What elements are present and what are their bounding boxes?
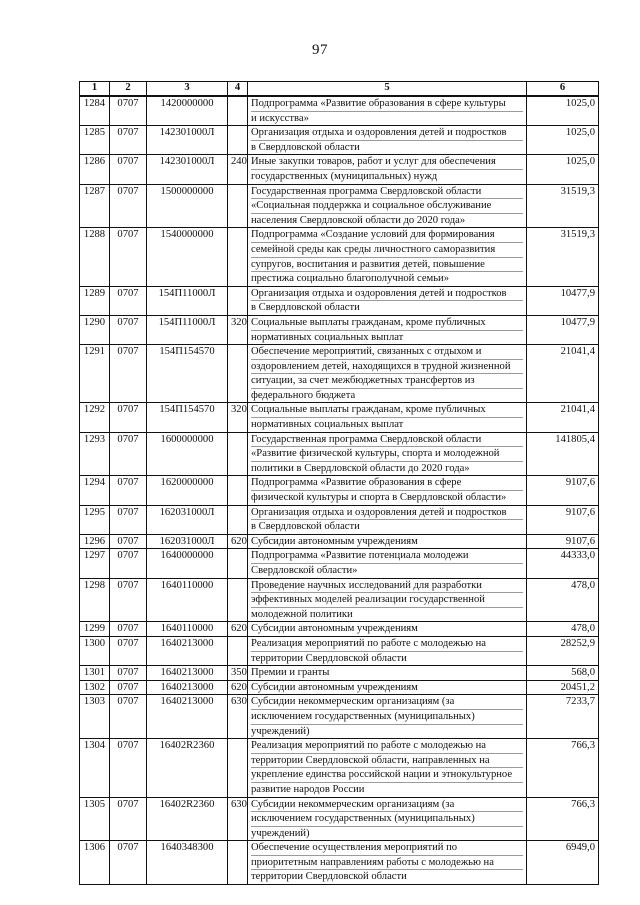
table-body bbox=[80, 96, 599, 885]
expense-type-cell bbox=[228, 432, 248, 476]
item-name-cell bbox=[248, 345, 527, 403]
table-row bbox=[80, 578, 599, 622]
table-row bbox=[80, 155, 599, 184]
item-name-cell bbox=[248, 155, 527, 184]
item-name-line: развитие народов России bbox=[251, 783, 365, 795]
target-code-cell: 154П11000Л bbox=[147, 315, 228, 344]
item-name-cell bbox=[248, 549, 527, 578]
expense-type-cell bbox=[228, 345, 248, 403]
item-name-cell bbox=[248, 797, 527, 841]
item-name-cell bbox=[248, 403, 527, 432]
amount-cell: 21041,4 bbox=[527, 345, 599, 403]
item-name-line: Обеспечение мероприятий, связанных с отдыхом и bbox=[251, 345, 523, 360]
item-name-line: оздоровлением детей, находящихся в трудной жизненной bbox=[251, 360, 523, 375]
item-name-cell bbox=[248, 126, 527, 155]
table-row bbox=[80, 505, 599, 534]
item-name-line: исключением государственных (муниципальных) bbox=[251, 710, 523, 725]
item-name-line: «Развитие физической культуры, спорта и молодежной bbox=[251, 447, 523, 462]
item-name-line: политики в Свердловской области до 2020 года» bbox=[251, 462, 470, 474]
row-number-cell: 1304 bbox=[80, 739, 110, 797]
amount-cell: 9107,6 bbox=[527, 476, 599, 505]
expense-type-cell bbox=[228, 228, 248, 286]
amount-cell: 31519,3 bbox=[527, 228, 599, 286]
row-number-cell: 1303 bbox=[80, 695, 110, 739]
target-code-cell: 1640213000 bbox=[147, 636, 228, 665]
table-row bbox=[80, 680, 599, 695]
item-name-line: нормативных социальных выплат bbox=[251, 419, 404, 431]
target-code-cell: 16402R2360 bbox=[147, 739, 228, 797]
row-number-cell: 1297 bbox=[80, 549, 110, 578]
row-number-cell: 1305 bbox=[80, 797, 110, 841]
target-code-cell: 142301000Л bbox=[147, 155, 228, 184]
item-name-line: учреждений) bbox=[251, 827, 310, 839]
item-name-line: Государственная программа Свердловской области bbox=[251, 185, 523, 200]
item-name-cell bbox=[248, 695, 527, 739]
row-number-cell: 1290 bbox=[80, 315, 110, 344]
amount-cell: 141805,4 bbox=[527, 432, 599, 476]
expense-type-cell: 620 bbox=[228, 680, 248, 695]
item-name-cell bbox=[248, 578, 527, 622]
row-number-cell: 1289 bbox=[80, 286, 110, 315]
target-code-cell: 154П11000Л bbox=[147, 286, 228, 315]
table-row bbox=[80, 126, 599, 155]
table-header-row bbox=[80, 82, 599, 97]
expense-type-cell bbox=[228, 126, 248, 155]
row-number-cell: 1291 bbox=[80, 345, 110, 403]
target-code-cell: 16402R2360 bbox=[147, 797, 228, 841]
item-name-line: Субсидии автономным учреждениям bbox=[251, 535, 418, 547]
item-name-cell bbox=[248, 666, 527, 681]
item-name-line: территории Свердловской области bbox=[251, 652, 407, 664]
amount-cell: 21041,4 bbox=[527, 403, 599, 432]
item-name-line: федерального бюджета bbox=[251, 389, 356, 401]
table-row bbox=[80, 695, 599, 739]
section-code-cell: 0707 bbox=[110, 286, 147, 315]
item-name-line: исключением государственных (муниципальных) bbox=[251, 812, 523, 827]
target-code-cell: 162031000Л bbox=[147, 505, 228, 534]
amount-cell: 28252,9 bbox=[527, 636, 599, 665]
expense-type-cell bbox=[228, 286, 248, 315]
amount-cell: 6949,0 bbox=[527, 841, 599, 885]
amount-cell: 766,3 bbox=[527, 739, 599, 797]
target-code-cell: 154П154570 bbox=[147, 403, 228, 432]
item-name-line: Реализация мероприятий по работе с молодежью на bbox=[251, 637, 523, 652]
item-name-line: Социальные выплаты гражданам, кроме публичных bbox=[251, 403, 523, 418]
item-name-line: в Свердловской области bbox=[251, 302, 360, 314]
item-name-line: приоритетным направлениям работы с молодежью на bbox=[251, 856, 523, 871]
item-name-line: «Социальная поддержка и социальное обслуживание bbox=[251, 199, 523, 214]
table-row bbox=[80, 345, 599, 403]
expense-type-cell bbox=[228, 578, 248, 622]
expense-type-cell bbox=[228, 184, 248, 228]
section-code-cell: 0707 bbox=[110, 622, 147, 637]
target-code-cell: 1420000000 bbox=[147, 96, 228, 126]
amount-cell: 31519,3 bbox=[527, 184, 599, 228]
section-code-cell: 0707 bbox=[110, 345, 147, 403]
amount-cell: 9107,6 bbox=[527, 534, 599, 549]
table-row bbox=[80, 286, 599, 315]
row-number-cell: 1284 bbox=[80, 96, 110, 126]
expense-type-cell: 240 bbox=[228, 155, 248, 184]
section-code-cell: 0707 bbox=[110, 549, 147, 578]
item-name-line: учреждений) bbox=[251, 725, 310, 737]
header-col-row-number: 1 bbox=[80, 82, 110, 97]
item-name-line: Подпрограмма «Развитие образования в сфере bbox=[251, 476, 523, 491]
expense-type-cell: 620 bbox=[228, 534, 248, 549]
item-name-cell bbox=[248, 622, 527, 637]
item-name-line: супругов, воспитания и развития детей, повышение bbox=[251, 258, 523, 273]
amount-cell: 20451,2 bbox=[527, 680, 599, 695]
row-number-cell: 1293 bbox=[80, 432, 110, 476]
section-code-cell: 0707 bbox=[110, 476, 147, 505]
target-code-cell: 1540000000 bbox=[147, 228, 228, 286]
amount-cell: 478,0 bbox=[527, 578, 599, 622]
row-number-cell: 1287 bbox=[80, 184, 110, 228]
item-name-cell bbox=[248, 534, 527, 549]
header-col-section: 2 bbox=[110, 82, 147, 97]
item-name-cell bbox=[248, 476, 527, 505]
item-name-line: Реализация мероприятий по работе с молодежью на bbox=[251, 739, 523, 754]
section-code-cell: 0707 bbox=[110, 96, 147, 126]
item-name-cell bbox=[248, 315, 527, 344]
expense-type-cell: 630 bbox=[228, 797, 248, 841]
table-row bbox=[80, 622, 599, 637]
section-code-cell: 0707 bbox=[110, 739, 147, 797]
table-row bbox=[80, 549, 599, 578]
section-code-cell: 0707 bbox=[110, 126, 147, 155]
expense-type-cell bbox=[228, 96, 248, 126]
target-code-cell: 1640213000 bbox=[147, 666, 228, 681]
item-name-line: Субсидии автономным учреждениям bbox=[251, 623, 418, 635]
page-number: 97 bbox=[312, 42, 328, 58]
item-name-line: престижа социально благополучной семьи» bbox=[251, 273, 450, 285]
expense-type-cell: 350 bbox=[228, 666, 248, 681]
section-code-cell: 0707 bbox=[110, 578, 147, 622]
header-col-name: 5 bbox=[248, 82, 527, 97]
table-row bbox=[80, 797, 599, 841]
item-name-cell bbox=[248, 636, 527, 665]
row-number-cell: 1302 bbox=[80, 680, 110, 695]
item-name-line: ситуации, за счет межбюджетных трансфертов из bbox=[251, 374, 523, 389]
amount-cell: 478,0 bbox=[527, 622, 599, 637]
table-row bbox=[80, 228, 599, 286]
table-row bbox=[80, 636, 599, 665]
amount-cell: 7233,7 bbox=[527, 695, 599, 739]
row-number-cell: 1285 bbox=[80, 126, 110, 155]
row-number-cell: 1295 bbox=[80, 505, 110, 534]
item-name-line: в Свердловской области bbox=[251, 141, 360, 153]
item-name-line: укрепление единства российской нации и этнокультурное bbox=[251, 768, 523, 783]
amount-cell: 1025,0 bbox=[527, 126, 599, 155]
target-code-cell: 1640213000 bbox=[147, 695, 228, 739]
amount-cell: 766,3 bbox=[527, 797, 599, 841]
amount-cell: 10477,9 bbox=[527, 315, 599, 344]
table-row bbox=[80, 184, 599, 228]
row-number-cell: 1306 bbox=[80, 841, 110, 885]
header-col-expense-type: 4 bbox=[228, 82, 248, 97]
amount-cell: 1025,0 bbox=[527, 155, 599, 184]
row-number-cell: 1294 bbox=[80, 476, 110, 505]
item-name-line: территории Свердловской области bbox=[251, 871, 407, 883]
item-name-line: Премии и гранты bbox=[251, 667, 330, 679]
item-name-line: Подпрограмма «Развитие образования в сфере культуры bbox=[251, 97, 523, 112]
section-code-cell: 0707 bbox=[110, 155, 147, 184]
section-code-cell: 0707 bbox=[110, 505, 147, 534]
header-col-target-code: 3 bbox=[147, 82, 228, 97]
expense-type-cell bbox=[228, 549, 248, 578]
item-name-line: Государственная программа Свердловской области bbox=[251, 433, 523, 448]
amount-cell: 10477,9 bbox=[527, 286, 599, 315]
section-code-cell: 0707 bbox=[110, 841, 147, 885]
item-name-cell bbox=[248, 286, 527, 315]
row-number-cell: 1300 bbox=[80, 636, 110, 665]
row-number-cell: 1301 bbox=[80, 666, 110, 681]
item-name-cell bbox=[248, 96, 527, 126]
target-code-cell: 1640110000 bbox=[147, 622, 228, 637]
item-name-line: Обеспечение осуществления мероприятий по bbox=[251, 841, 523, 856]
section-code-cell: 0707 bbox=[110, 228, 147, 286]
item-name-line: территории Свердловской области, направленных на bbox=[251, 754, 523, 769]
item-name-line: Субсидии некоммерческим организациям (за bbox=[251, 798, 523, 813]
item-name-line: Субсидии автономным учреждениям bbox=[251, 681, 418, 693]
item-name-cell bbox=[248, 505, 527, 534]
row-number-cell: 1298 bbox=[80, 578, 110, 622]
table-row bbox=[80, 476, 599, 505]
amount-cell: 9107,6 bbox=[527, 505, 599, 534]
expense-type-cell: 320 bbox=[228, 403, 248, 432]
section-code-cell: 0707 bbox=[110, 315, 147, 344]
row-number-cell: 1299 bbox=[80, 622, 110, 637]
expense-type-cell: 320 bbox=[228, 315, 248, 344]
target-code-cell: 1620000000 bbox=[147, 476, 228, 505]
table-row bbox=[80, 841, 599, 885]
header-col-amount: 6 bbox=[527, 82, 599, 97]
item-name-line: Подпрограмма «Развитие потенциала молодежи bbox=[251, 549, 523, 564]
table-row bbox=[80, 432, 599, 476]
item-name-cell bbox=[248, 739, 527, 797]
section-code-cell: 0707 bbox=[110, 695, 147, 739]
table-row bbox=[80, 739, 599, 797]
item-name-line: Подпрограмма «Создание условий для формирования bbox=[251, 228, 523, 243]
target-code-cell: 1500000000 bbox=[147, 184, 228, 228]
item-name-cell bbox=[248, 432, 527, 476]
expense-type-cell: 620 bbox=[228, 622, 248, 637]
section-code-cell: 0707 bbox=[110, 403, 147, 432]
row-number-cell: 1292 bbox=[80, 403, 110, 432]
amount-cell: 1025,0 bbox=[527, 96, 599, 126]
section-code-cell: 0707 bbox=[110, 680, 147, 695]
target-code-cell: 162031000Л bbox=[147, 534, 228, 549]
expense-type-cell bbox=[228, 739, 248, 797]
budget-table bbox=[79, 81, 599, 885]
item-name-line: Проведение научных исследований для разработки bbox=[251, 579, 523, 594]
expense-type-cell bbox=[228, 505, 248, 534]
target-code-cell: 1640000000 bbox=[147, 549, 228, 578]
item-name-line: Организация отдыха и оздоровления детей и подростков bbox=[251, 126, 523, 141]
item-name-line: нормативных социальных выплат bbox=[251, 331, 404, 343]
amount-cell: 44333,0 bbox=[527, 549, 599, 578]
row-number-cell: 1288 bbox=[80, 228, 110, 286]
item-name-line: государственных (муниципальных) нужд bbox=[251, 170, 438, 182]
item-name-line: в Свердловской области bbox=[251, 521, 360, 533]
table-row bbox=[80, 666, 599, 681]
row-number-cell: 1296 bbox=[80, 534, 110, 549]
item-name-line: Организация отдыха и оздоровления детей и подростков bbox=[251, 506, 523, 521]
section-code-cell: 0707 bbox=[110, 797, 147, 841]
target-code-cell: 154П154570 bbox=[147, 345, 228, 403]
item-name-line: Свердловской области» bbox=[251, 565, 358, 576]
target-code-cell: 1640110000 bbox=[147, 578, 228, 622]
item-name-line: физической культуры и спорта в Свердловской области» bbox=[251, 492, 507, 504]
expense-type-cell bbox=[228, 476, 248, 505]
item-name-cell bbox=[248, 184, 527, 228]
expense-type-cell bbox=[228, 636, 248, 665]
expense-type-cell: 630 bbox=[228, 695, 248, 739]
section-code-cell: 0707 bbox=[110, 666, 147, 681]
target-code-cell: 1640348300 bbox=[147, 841, 228, 885]
table-row bbox=[80, 315, 599, 344]
table-row bbox=[80, 96, 599, 126]
item-name-line: населения Свердловской области до 2020 года» bbox=[251, 214, 466, 226]
item-name-cell bbox=[248, 680, 527, 695]
target-code-cell: 142301000Л bbox=[147, 126, 228, 155]
item-name-line: семейной среды как среды личностного саморазвития bbox=[251, 243, 523, 258]
item-name-line: эффективных моделей реализации государственной bbox=[251, 593, 523, 608]
section-code-cell: 0707 bbox=[110, 184, 147, 228]
item-name-line: молодежной политики bbox=[251, 608, 353, 620]
item-name-line: Субсидии некоммерческим организациям (за bbox=[251, 695, 523, 710]
table-row bbox=[80, 403, 599, 432]
item-name-line: Организация отдыха и оздоровления детей и подростков bbox=[251, 287, 523, 302]
section-code-cell: 0707 bbox=[110, 534, 147, 549]
item-name-line: Социальные выплаты гражданам, кроме публичных bbox=[251, 316, 523, 331]
item-name-line: Иные закупки товаров, работ и услуг для обеспечения bbox=[251, 155, 523, 170]
item-name-cell bbox=[248, 228, 527, 286]
amount-cell: 568,0 bbox=[527, 666, 599, 681]
target-code-cell: 1600000000 bbox=[147, 432, 228, 476]
section-code-cell: 0707 bbox=[110, 432, 147, 476]
item-name-cell bbox=[248, 841, 527, 885]
table-row bbox=[80, 534, 599, 549]
row-number-cell: 1286 bbox=[80, 155, 110, 184]
target-code-cell: 1640213000 bbox=[147, 680, 228, 695]
item-name-line: и искусства» bbox=[251, 112, 309, 124]
expense-type-cell bbox=[228, 841, 248, 885]
section-code-cell: 0707 bbox=[110, 636, 147, 665]
